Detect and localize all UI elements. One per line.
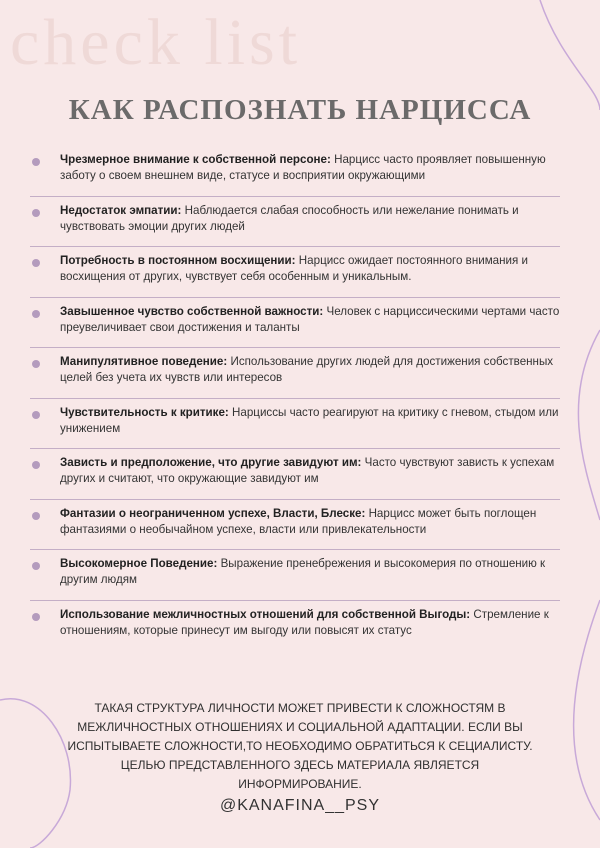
list-item xyxy=(30,146,560,197)
item-text xyxy=(60,304,560,336)
item-term: Чувствительность к критике: xyxy=(60,405,229,419)
list-item xyxy=(30,500,560,551)
bullet-dot xyxy=(32,411,40,419)
item-description: Стремление к отношениям, которые принесут им выгоду или повысят их статус xyxy=(60,607,549,637)
list-item xyxy=(30,449,560,500)
page-title: КАК РАСПОЗНАТЬ НАРЦИССА xyxy=(68,94,532,126)
item-description: Часто чувствуют зависть к успехам других и считают, что окружающие завидуют им xyxy=(60,456,555,485)
item-text xyxy=(60,455,560,487)
item-term: Фантазии о неограниченном успехе, Власти, Блеске: xyxy=(60,506,366,520)
list-item xyxy=(30,550,560,601)
item-description: Нарцисс может быть поглощен фантазиями о необычайном успехе, власти или привлекательности xyxy=(60,506,537,536)
item-text xyxy=(60,506,560,538)
bullet-dot xyxy=(32,461,40,469)
list-item xyxy=(30,197,560,248)
bullet-dot xyxy=(32,512,40,520)
item-term: Зависть и предположение, что другие завидуют им: xyxy=(60,456,362,469)
item-text xyxy=(60,203,560,235)
item-description: Нарциссы часто реагируют на критику с гневом, стыдом или унижением xyxy=(60,405,559,435)
item-term: Потребность в постоянном восхищении: xyxy=(60,254,296,267)
bullet-dot xyxy=(32,259,40,267)
item-text xyxy=(60,152,560,184)
watermark-text: check list xyxy=(10,6,302,79)
bullet-dot xyxy=(32,158,40,166)
bullet-dot xyxy=(32,613,40,621)
list-item xyxy=(30,247,560,298)
item-term: Манипулятивное поведение: xyxy=(60,355,228,368)
list-item xyxy=(30,601,560,652)
item-term: Завышенное чувство собственной важности: xyxy=(60,304,324,318)
bullet-dot xyxy=(32,360,40,368)
item-description: Использование других людей для достижения собственных целей без учета их чувств или интересов xyxy=(60,355,554,384)
author-handle: @KANAFINA__PSY xyxy=(219,797,381,814)
list-item xyxy=(30,298,560,349)
item-description: Выражение пренебрежения и высокомерия по отношению к другим людям xyxy=(60,557,546,586)
bullet-dot xyxy=(32,310,40,318)
item-text xyxy=(60,354,560,386)
item-text xyxy=(60,253,560,285)
list-item xyxy=(30,348,560,399)
item-description: Наблюдается слабая способность или нежелание понимать и чувствовать эмоции других людей xyxy=(60,203,519,233)
list-item xyxy=(30,399,560,450)
item-text xyxy=(60,405,560,437)
item-term: Чрезмерное внимание к собственной персоне: xyxy=(60,153,331,166)
item-text xyxy=(60,607,560,639)
item-term: Недостаток эмпатии: xyxy=(60,203,182,217)
item-description: Нарцисс часто проявляет повышенную заботу о своем внешнем виде, статусе и восприятии окружающими xyxy=(60,153,546,182)
checklist xyxy=(30,146,560,651)
item-term: Высокомерное Поведение: xyxy=(60,557,218,570)
disclaimer-note: ТАКАЯ СТРУКТУРА ЛИЧНОСТИ МОЖЕТ ПРИВЕСТИ К СЛОЖНОСТЯМ В МЕЖЛИЧНОСТНЫХ ОТНОШЕНИЯХ И СОЦИАЛЬНОЙ АДАПТАЦИИ. ЕСЛИ ВЫ ИСПЫТЫВАЕТЕ СЛОЖНОСТИ,ТО НЕОБХОДИМО ОБРАТИТЬСЯ К СЕЦИАЛИСТУ. ЦЕЛЬЮ ПРЕДСТАВЛЕННОГО ЗДЕСЬ МАТЕРИАЛА ЯВЛЯЕТСЯ ИНФОРМИРОВАНИЕ. xyxy=(67,701,533,791)
item-description: Человек с нарциссическими чертами часто преувеличивает свои достижения и таланты xyxy=(60,304,560,334)
item-term: Использование межличностных отношений для собственной Выгоды: xyxy=(60,607,471,621)
bullet-dot xyxy=(32,209,40,217)
item-description: Нарцисс ожидает постоянного внимания и восхищения от других, чувствует себя особенным и уникальным. xyxy=(60,254,528,283)
bullet-dot xyxy=(32,562,40,570)
item-text xyxy=(60,556,560,588)
